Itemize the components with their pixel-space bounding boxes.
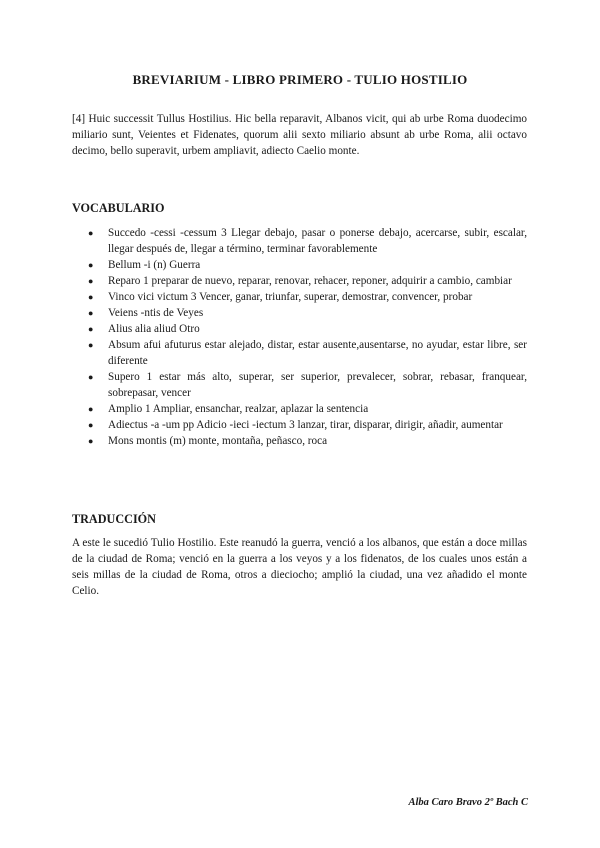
vocabulary-entry: Reparo 1 preparar de nuevo, reparar, renovar, rehacer, reponer, adquirir a cambio, cambiar: [108, 275, 512, 287]
translation-heading: TRADUCCIÓN: [72, 512, 156, 526]
list-item: [72, 257, 527, 273]
bullet-icon: ●: [88, 292, 94, 302]
list-item: [72, 273, 527, 289]
list-item: [72, 369, 527, 401]
list-item: [72, 433, 527, 449]
list-item: [72, 305, 527, 321]
list-item: [72, 289, 527, 305]
vocabulary-entry: Supero 1 estar más alto, superar, ser superior, prevalecer, sobrar, rebasar, franquear, sobrepasar, vencer: [108, 371, 527, 399]
bullet-icon: ●: [88, 276, 94, 286]
bullet-icon: ●: [88, 436, 94, 446]
vocabulary-entry: Adiectus -a -um pp Adicio -ieci -iectum 3 lanzar, tirar, disparar, dirigir, añadir, aumentar: [108, 419, 503, 431]
vocabulary-entry: Absum afui afuturus estar alejado, distar, estar ausente,ausentarse, no ayudar, estar libre, ser diferente: [108, 339, 527, 367]
latin-text-paragraph: [4] Huic successit Tullus Hostilius. Hic bella reparavit, Albanos vicit, qui ab urbe Roma duodecimo miliario sunt, Veientes et Fidenates, quorum alii sexto miliario absunt ab urbe Roma, alii octavo decimo, bello superavit, urbem ampliavit, adiecto Caelio monte.: [72, 113, 527, 157]
bullet-icon: ●: [88, 324, 94, 334]
bullet-icon: ●: [88, 308, 94, 318]
translation-paragraph: A este le sucedió Tulio Hostilio. Este reanudó la guerra, venció a los albanos, que están a doce millas de la ciudad de Roma; venció en la guerra a los veyos y a los fidenatos, de los cuales unos están a seis millas de la ciudad de Roma, otros a dieciocho; amplió la ciudad, una vez añadido el monte Celio.: [72, 537, 527, 597]
list-item: [72, 401, 527, 417]
vocabulary-entry: Alius alia aliud Otro: [108, 323, 200, 335]
footer-author: Alba Caro Bravo 2º Bach C: [408, 797, 528, 808]
bullet-icon: ●: [88, 372, 94, 382]
vocabulary-entry: Amplio 1 Ampliar, ensanchar, realzar, aplazar la sentencia: [108, 403, 369, 415]
vocabulary-entry: Succedo -cessi -cessum 3 Llegar debajo, pasar o ponerse debajo, acercarse, subir, escalar, llegar después de, llegar a término, terminar favorablemente: [108, 227, 527, 255]
vocabulary-entry: Veiens -ntis de Veyes: [108, 307, 204, 319]
vocabulary-entry: Mons montis (m) monte, montaña, peñasco, roca: [108, 435, 328, 447]
vocabulary-list: [72, 225, 527, 449]
vocabulary-entry: Bellum -i (n) Guerra: [108, 259, 201, 271]
bullet-icon: ●: [88, 340, 94, 350]
page-title: BREVIARIUM - LIBRO PRIMERO - TULIO HOSTILIO: [132, 72, 468, 87]
list-item: [72, 225, 527, 257]
bullet-icon: ●: [88, 404, 94, 414]
list-item: [72, 321, 527, 337]
bullet-icon: ●: [88, 228, 94, 238]
bullet-icon: ●: [88, 420, 94, 430]
list-item: [72, 337, 527, 369]
list-item: [72, 417, 527, 433]
vocabulary-entry: Vinco vici victum 3 Vencer, ganar, triunfar, superar, demostrar, convencer, probar: [108, 291, 473, 303]
bullet-icon: ●: [88, 260, 94, 270]
vocabulary-heading: VOCABULARIO: [72, 201, 165, 215]
